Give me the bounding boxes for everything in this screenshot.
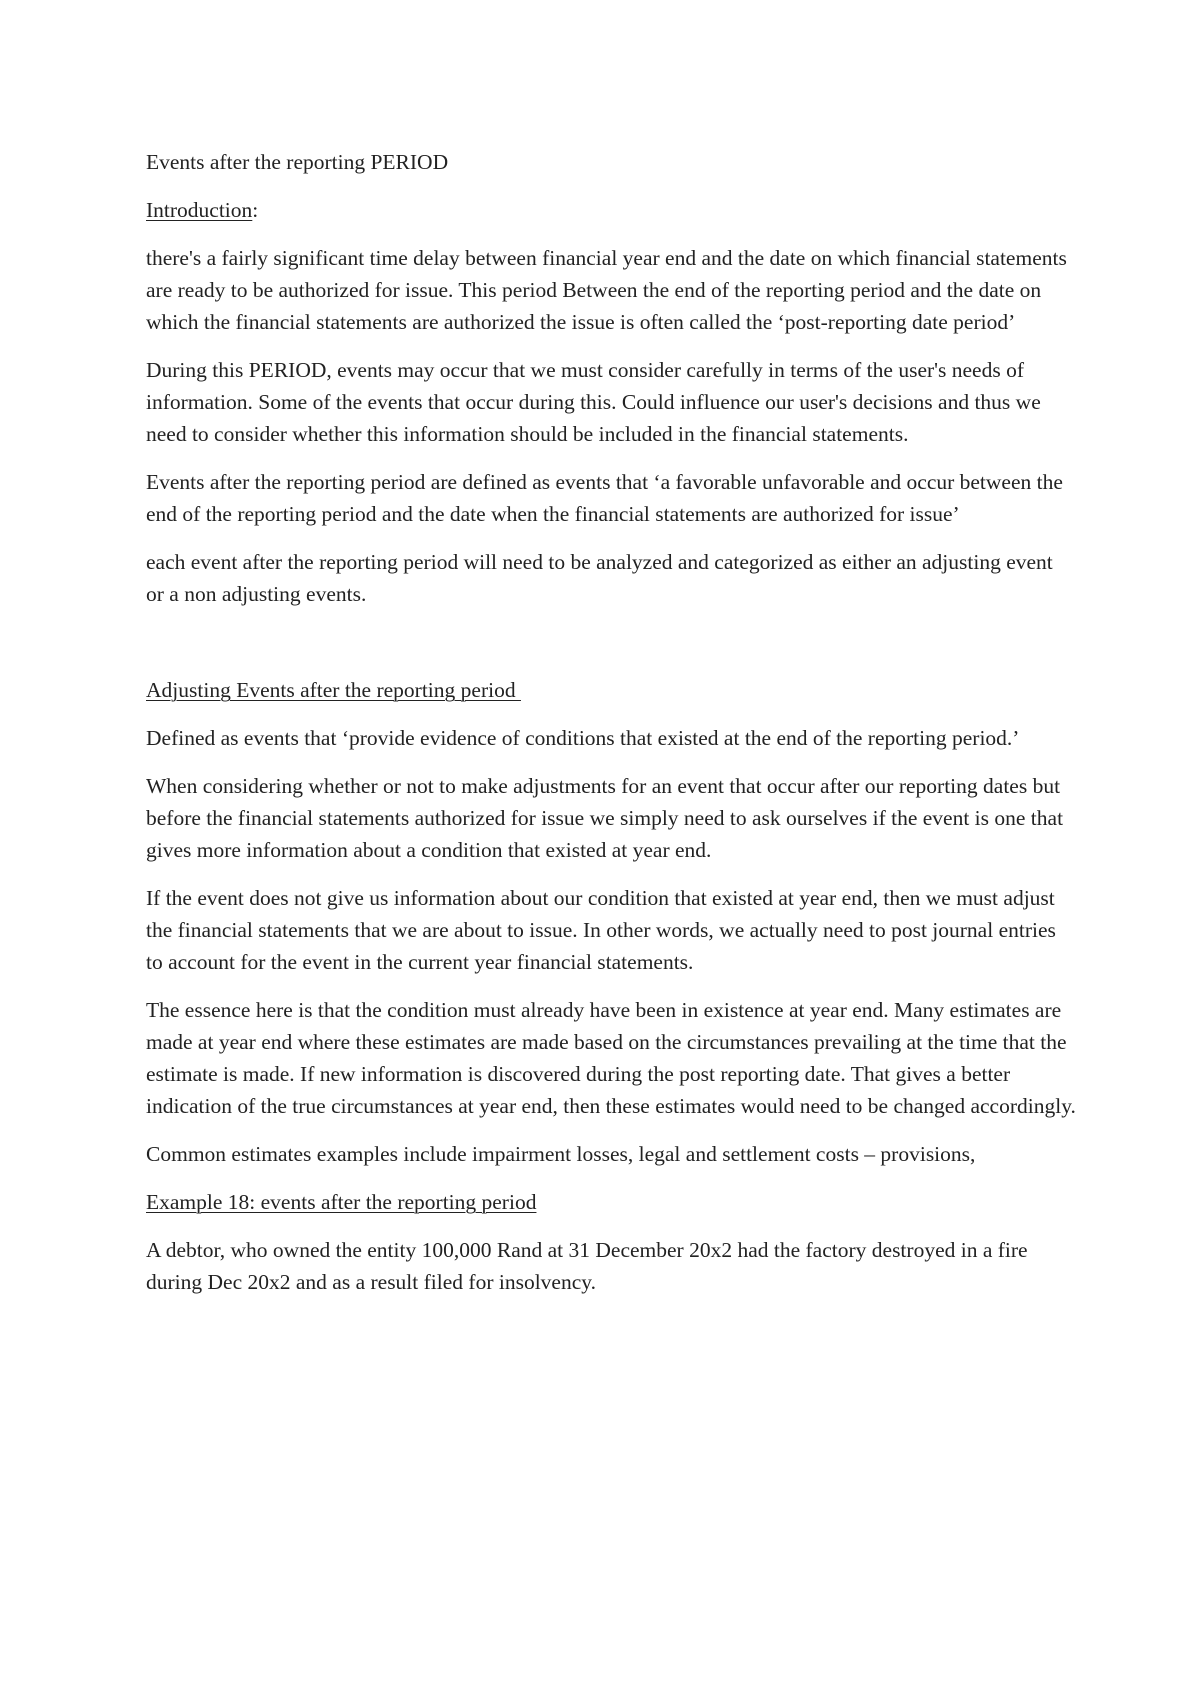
adjusting-heading: Adjusting Events after the reporting period	[146, 678, 521, 702]
intro-paragraph-2: During this PERIOD, events may occur that we must consider carefully in terms of the user's needs of information. Some of the events that occur during this. Could influence our user's decisions and thus we need to consider whether this information should be included in the financial statements.	[146, 358, 1041, 446]
intro-paragraph-4: each event after the reporting period will need to be analyzed and categorized as either an adjusting event or a non adjusting events.	[146, 550, 1053, 606]
adjusting-paragraph-4: The essence here is that the condition must already have been in existence at year end. Many estimates are made at year end where these estimates are made based on the circumstances prevailing at the time that the estimate is made. If new information is discovered during the post reporting date. That gives a better indication of the true circumstances at year end, then these estimates would need to be changed accordingly.	[146, 998, 1076, 1118]
adjusting-paragraph-1: Defined as events that ‘provide evidence of conditions that existed at the end of the reporting period.’	[146, 726, 1020, 750]
document-title: Events after the reporting PERIOD	[146, 150, 449, 174]
example-heading: Example 18: events after the reporting period	[146, 1190, 537, 1214]
adjusting-paragraph-5: Common estimates examples include impairment losses, legal and settlement costs – provisions,	[146, 1142, 976, 1166]
adjusting-heading-line	[146, 674, 1076, 706]
document-body	[146, 146, 1076, 1314]
adjusting-paragraph-2: When considering whether or not to make adjustments for an event that occur after our reporting dates but before the financial statements authorized for issue we simply need to ask ourselves if the event is one that gives more information about a condition that existed at year end.	[146, 774, 1064, 862]
example-paragraph: A debtor, who owned the entity 100,000 Rand at 31 December 20x2 had the factory destroyed in a fire during Dec 20x2 and as a result filed for insolvency.	[146, 1238, 1028, 1294]
adjusting-paragraph-3: If the event does not give us information about our condition that existed at year end, then we must adjust the financial statements that we are about to issue. In other words, we actually need to post journal entries to account for the event in the current year financial statements.	[146, 886, 1056, 974]
intro-heading: Introduction	[146, 198, 253, 222]
intro-paragraph-1: there's a fairly significant time delay between financial year end and the date on which financial statements are ready to be authorized for issue. This period Between the end of the reporting period and the date on which the financial statements are authorized the issue is often called the ‘post-reporting date period’	[146, 246, 1067, 334]
intro-paragraph-3: Events after the reporting period are defined as events that ‘a favorable unfavorable and occur between the end of the reporting period and the date when the financial statements are authorized for issue’	[146, 470, 1063, 526]
intro-heading-colon: :	[252, 198, 259, 222]
section-spacer	[146, 626, 1076, 674]
example-heading-line	[146, 1186, 1076, 1218]
intro-heading-line	[146, 194, 1076, 226]
